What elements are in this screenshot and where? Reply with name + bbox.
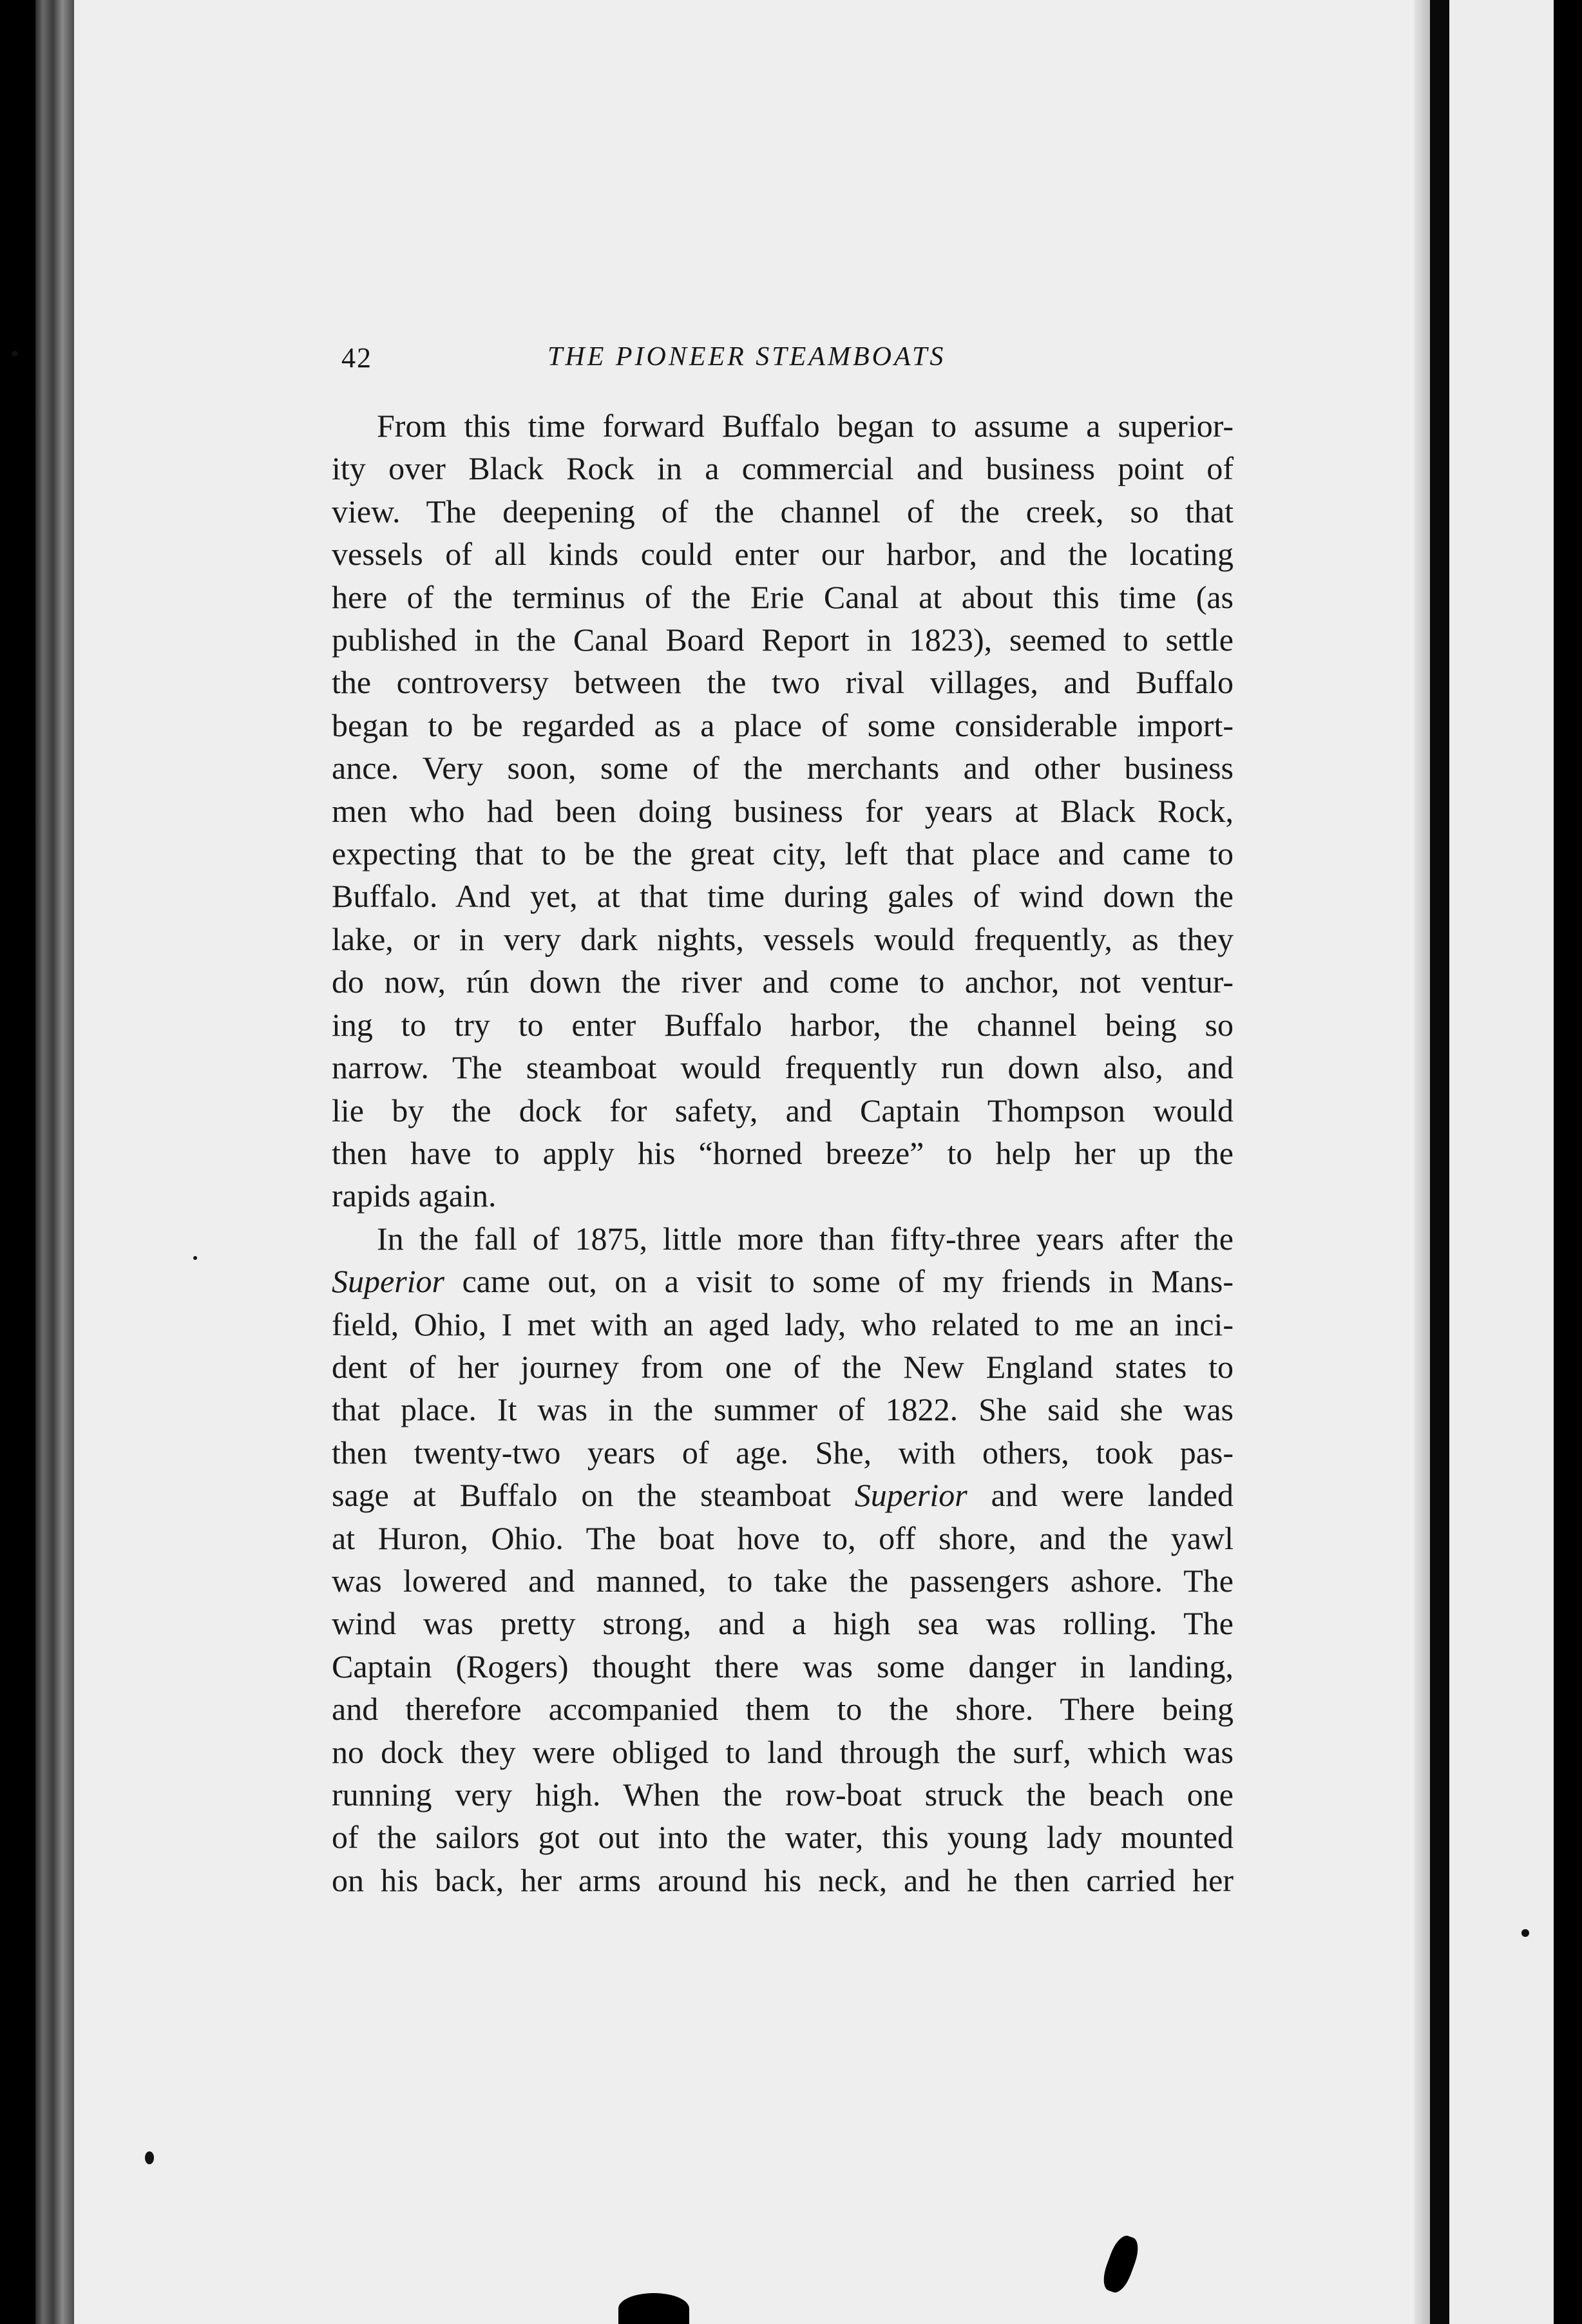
text-line: on his back, her arms around his neck, and he then carried her	[332, 1862, 1234, 1898]
text-line: of the sailors got out into the water, this young lady mounted	[332, 1819, 1234, 1856]
text-line: ity over Black Rock in a commercial and business point of	[332, 450, 1234, 487]
text-line: In the fall of 1875, little more than fifty-three years after the	[377, 1220, 1234, 1257]
text-line: do now, rún down the river and come to anchor, not ventur-	[332, 964, 1234, 1000]
text-line: and therefore accompanied them to the shore. There being	[332, 1691, 1234, 1728]
page-header	[341, 341, 1282, 386]
text-line: narrow. The steamboat would frequently run down also, and	[332, 1049, 1234, 1086]
text-line: then have to apply his “horned breeze” to help her up the	[332, 1134, 1234, 1171]
scan-speck	[1521, 1929, 1529, 1937]
text-line: lake, or in very dark nights, vessels would frequently, as they	[332, 920, 1234, 957]
text-line: field, Ohio, I met with an aged lady, who related to me an inci-	[332, 1306, 1234, 1342]
text-line: the controversy between the two rival villages, and Buffalo	[332, 664, 1234, 701]
text-line	[332, 1260, 1234, 1302]
scan-speck	[12, 351, 18, 356]
text-line: ance. Very soon, some of the merchants and other business	[332, 750, 1234, 786]
text-line: Buffalo. And yet, at that time during gales of wind down the	[332, 878, 1234, 915]
text-line: lie by the dock for safety, and Captain Thompson would	[332, 1092, 1234, 1129]
scan-border-right	[1554, 0, 1582, 2324]
text-line: began to be regarded as a place of some considerable import-	[332, 707, 1234, 743]
text-line: here of the terminus of the Erie Canal at about this time (as	[332, 578, 1234, 615]
body-text	[332, 405, 1234, 1901]
scan-border-left	[0, 0, 35, 2324]
text-line: vessels of all kinds could enter our harbor, and the locating	[332, 536, 1234, 573]
text-span: sage at Buffalo on the steamboat	[332, 1477, 855, 1514]
page-number: 42	[341, 342, 372, 374]
text-line: published in the Canal Board Report in 1823), seemed to settle	[332, 622, 1234, 658]
page-gutter-shadow	[1414, 0, 1430, 2324]
paragraph-1	[332, 405, 1234, 1217]
scan-speck	[193, 1256, 197, 1260]
text-line: expecting that to be the great city, left that place and came to	[332, 835, 1234, 872]
ship-name: Superior	[854, 1477, 967, 1514]
scan-blot	[618, 2293, 689, 2324]
text-span: and were landed	[967, 1477, 1234, 1514]
text-line: ing to try to enter Buffalo harbor, the channel being so	[332, 1006, 1234, 1043]
text-line: at Huron, Ohio. The boat hove to, off shore, and the yawl	[332, 1519, 1234, 1556]
book-binding-edge	[35, 0, 74, 2324]
text-line: then twenty-two years of age. She, with others, took pas-	[332, 1434, 1234, 1471]
text-line: rapids again.	[332, 1177, 497, 1214]
ship-name: Superior	[332, 1263, 444, 1300]
text-span: came out, on a visit to some of my friends in Mans-	[444, 1263, 1234, 1300]
text-line	[332, 1474, 1234, 1516]
page-gap	[1430, 0, 1449, 2324]
text-line: running very high. When the row-boat struck the beach one	[332, 1776, 1234, 1813]
running-title: THE PIONEER STEAMBOATS	[548, 342, 946, 372]
text-line: was lowered and manned, to take the passengers ashore. The	[332, 1562, 1234, 1599]
text-line: that place. It was in the summer of 1822. She said she was	[332, 1391, 1234, 1428]
paragraph-2	[332, 1217, 1234, 1902]
text-line: view. The deepening of the channel of the creek, so that	[332, 493, 1234, 529]
text-line: dent of her journey from one of the New England states to	[332, 1348, 1234, 1385]
text-line: From this time forward Buffalo began to assume a superior-	[377, 408, 1234, 444]
text-line: Captain (Rogers) thought there was some danger in landing,	[332, 1648, 1234, 1684]
text-line: wind was pretty strong, and a high sea was rolling. The	[332, 1605, 1234, 1642]
text-line: men who had been doing business for years at Black Rock,	[332, 792, 1234, 829]
text-line: no dock they were obliged to land through the surf, which was	[332, 1733, 1234, 1770]
scan-speck	[145, 2151, 154, 2164]
